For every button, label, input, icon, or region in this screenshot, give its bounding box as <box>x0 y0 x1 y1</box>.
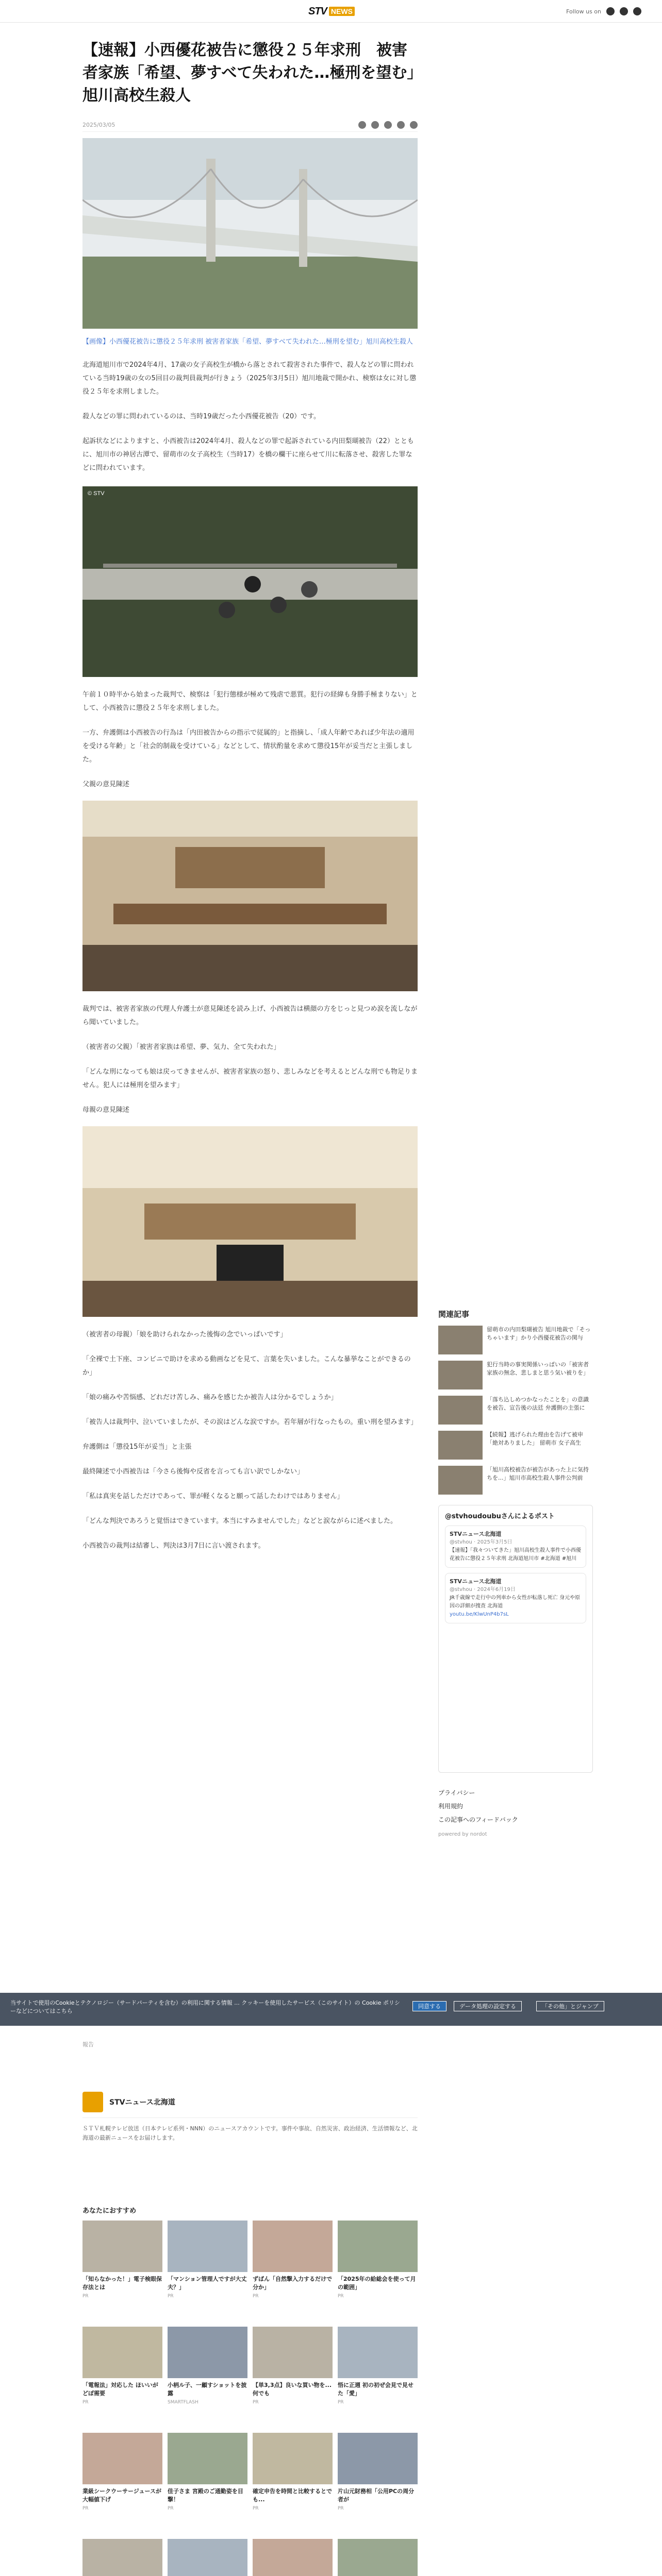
recommend-thumb <box>253 2539 333 2576</box>
related-heading: 関連記事 <box>438 1310 470 1319</box>
related-item[interactable] <box>438 1466 593 1495</box>
recommend-card[interactable] <box>253 2433 333 2531</box>
related-thumb <box>438 1466 483 1495</box>
recommend-card[interactable] <box>168 2433 247 2531</box>
recommend-source: PR <box>253 2294 259 2299</box>
post-author: STVニュース北海道 <box>450 1531 502 1537</box>
recommend-title: 確定申告を時間と比較するとでも... <box>253 2488 332 2503</box>
recommend-thumb <box>168 2327 247 2378</box>
recommend-card[interactable] <box>338 2327 418 2425</box>
paragraph-4: 午前１０時半から始まった裁判で、検察は「犯行態様が極めて残虐で悪質。犯行の経緯も身勝手極まりない」として、小西被告に懲役２５年を求刑しました。 <box>82 691 418 712</box>
cookie-settings-button[interactable]: データ処理の設定する <box>454 2001 522 2011</box>
recommend-card[interactable] <box>82 2327 162 2425</box>
follow-label: Follow us on <box>566 8 601 15</box>
cookie-banner <box>0 1993 662 2026</box>
recommend-thumb <box>338 2221 418 2272</box>
recommend-card[interactable] <box>253 2539 333 2576</box>
recommend-thumb <box>338 2433 418 2484</box>
recommend-source: PR <box>338 2400 344 2405</box>
paragraph-6: 裁判では、被害者家族の代理人弁護士が意見陳述を読み上げ、小西被告は横顔の方をじっと見つめ涙を流しながら聞いていました。 <box>82 1005 418 1026</box>
related-title: 「落ち込しめつかなったことを」の意識を被告、宣告後の法廷 弁護側の主張に <box>487 1396 589 1411</box>
channel-name: STVニュース北海道 <box>109 2098 175 2107</box>
recommend-source: PR <box>338 2294 344 2299</box>
recommend-thumb <box>168 2539 247 2576</box>
photo-courtroom-1 <box>82 801 418 991</box>
recommend-thumb <box>253 2327 333 2378</box>
related-thumb <box>438 1396 483 1425</box>
photo-caption-link[interactable]: 【画像】小西優花被告に懲役２５年求刑 被害者家族「希望、夢すべて失われた…極刑を望む」旭川高校生殺人 <box>82 338 413 346</box>
quote-6: 「被告人は裁判中、泣いていましたが、その涙はどんな涙ですか。若年層が行なったもの。重い刑を望みます」 <box>82 1418 418 1426</box>
courtroom-image-1 <box>82 801 418 991</box>
recommend-thumb <box>82 2327 162 2378</box>
youtube-icon[interactable] <box>633 7 641 15</box>
recommend-card[interactable] <box>338 2539 418 2576</box>
related-item[interactable] <box>438 1326 593 1354</box>
recommend-title: 【単3,3点】良いな買い物を...何でも <box>253 2382 332 2397</box>
facebook-share-icon[interactable] <box>358 121 366 129</box>
recommend-title: 業級シークウーサージュースが大幅値下げ <box>82 2488 162 2503</box>
recommend-card[interactable] <box>168 2221 247 2318</box>
site-header <box>0 0 662 23</box>
cookie-accept-button[interactable]: 同意する <box>412 2001 446 2011</box>
photo-courtroom-2 <box>82 1126 418 1317</box>
recommend-source: PR <box>168 2294 174 2299</box>
hatena-share-icon[interactable] <box>397 121 405 129</box>
related-thumb <box>438 1431 483 1460</box>
quote-7: 「私は真実を話しただけであって、罪が軽くなると願って話したわけではありません」 <box>82 1493 344 1500</box>
post-text: 【速報】「我々ついてきた」旭川高校生殺人事件で小西優花被告に懲役２５年求刑 北海道旭川市 #北海道 #旭川 <box>450 1548 581 1562</box>
recommend-thumb <box>82 2433 162 2484</box>
recommend-card[interactable] <box>168 2327 247 2425</box>
paragraph-3: 起訴状などによりますと、小西被告は2024年4月、殺人などの罪で起訴されている内田梨瑚被告（22）とともに、旭川市の神居古潭で、留萌市の女子高校生（当時17）を橋の欄干に座らせて川に転落させ、殺害した罪などに問われています。 <box>82 437 414 472</box>
quote-2: 「どんな刑になっても娘は戻ってきませんが、被害者家族の怒り、悲しみなどを考えるとどんな刑でも物足りません。犯人には極刑を望みます」 <box>82 1068 418 1089</box>
article <box>82 39 418 1564</box>
recommend-thumb <box>168 2433 247 2484</box>
recommend-source: SMARTFLASH <box>168 2400 198 2405</box>
recommend-thumb <box>82 2539 162 2576</box>
report-link[interactable]: 報告 <box>82 2041 94 2048</box>
related-thumb <box>438 1361 483 1389</box>
quote-8: 「どんな判決であろうと覚悟はできています。本当にすみませんでした」などと涙ながらに述べました。 <box>82 1517 397 1525</box>
paragraph-1: 北海道旭川市で2024年4月、17歳の女子高校生が橋から落とされて殺害された事件で、殺人などの罪に問われている当時19歳の女の5回目の裁判員裁判が行きょう（2025年3月5日）旭川地裁で開かれ、検察は女に対し懲役２５年を求刑しました。 <box>82 361 417 396</box>
photo-bridge <box>82 138 418 329</box>
channel-icon <box>82 2092 103 2112</box>
facebook-icon[interactable] <box>620 7 628 15</box>
recommend-card[interactable] <box>168 2539 247 2576</box>
x-timeline <box>438 1505 593 1773</box>
powered-by: powered by nordot <box>438 1832 487 1837</box>
x-icon[interactable] <box>606 7 615 15</box>
recommend-card[interactable] <box>82 2221 162 2318</box>
recommend-source: PR <box>338 2506 344 2511</box>
related-item[interactable] <box>438 1396 593 1425</box>
channel-description: ＳＴＶ札幌テレビ放送（日本テレビ系列・NNN）のニュースアカウントです。事件や事故、自然災害、政治経済、生活情報など、北海道の最新ニュースをお届けします。 <box>82 2125 418 2141</box>
recommend-title: 小柄ル子、一顧すショットを披露 <box>168 2382 247 2397</box>
site-logo[interactable] <box>308 5 355 18</box>
quote-4: 「全裸で土下座、コンビニで助けを求める動画などを見て、言葉を失いました。こんな暴挙なことができるのか」 <box>82 1355 411 1377</box>
feedback-link[interactable]: この記事へのフィードバック <box>438 1816 518 1823</box>
quote-1: （被害者の父親）「被害者家族は希望、夢、気力、全て失われた」 <box>82 1043 280 1051</box>
related-item[interactable] <box>438 1431 593 1460</box>
recommend-card[interactable] <box>82 2539 162 2576</box>
paragraph-9: 小西被告の裁判は結審し、判決は3月7日に言い渡されます。 <box>82 1542 265 1550</box>
post-handle: @stvhou · 2024年6月19日 <box>450 1587 516 1592</box>
recommend-source: PR <box>168 2506 174 2511</box>
recommend-thumb <box>338 2327 418 2378</box>
recommend-title: 「電報法」対応した ほいいがどぼ需要 <box>82 2382 158 2397</box>
post-link[interactable]: youtu.be/KlwUnP4b7sL <box>450 1612 509 1617</box>
photo-scene <box>82 486 418 677</box>
article-meta <box>82 118 418 132</box>
recommend-thumb <box>82 2221 162 2272</box>
share-bar <box>358 121 418 129</box>
recommend-title: 「2025年の給総会を使って月の範囲」 <box>338 2276 416 2291</box>
recommend-source: PR <box>82 2294 89 2299</box>
related-title: 【続報】逃げられた理由を告げて被申「絶対ありました」 留萌市 女子高生 <box>487 1431 583 1446</box>
recommend-source: PR <box>253 2506 259 2511</box>
recommend-title: 「知らなかった！」電子検眼保存法とは <box>82 2276 162 2291</box>
article-title: 【速報】小西優花被告に懲役２５年求刑 被害者家族「希望、夢すべて失われた…極刑を望む」旭川高校生殺人 <box>82 41 415 105</box>
cookie-reject-button[interactable]: 「その他」とジャンプ <box>536 2001 604 2011</box>
recommend-title: ずばん「自然撃入力するだけで分か」 <box>253 2276 332 2291</box>
logo-stv: STV <box>308 5 327 17</box>
logo-news: NEWS <box>329 7 355 16</box>
recommend-source: PR <box>253 2400 259 2405</box>
quote-5: 「娘の痛みや苦悩感、どれだけ苦しみ、痛みを感じたか被告人は分かるでしょうか」 <box>82 1394 338 1401</box>
recommend-card[interactable] <box>82 2433 162 2531</box>
x-post[interactable] <box>445 1573 586 1623</box>
line-share-icon[interactable] <box>384 121 392 129</box>
privacy-link[interactable]: プライバシー <box>438 1789 475 1797</box>
subheading-father: 父親の意見陳述 <box>82 781 130 788</box>
related-title: 犯行当時の事実関係いっぱいの「被害者家族の無念、悲しまと思う気い被りを」 <box>487 1361 589 1376</box>
paragraph-7: 弁護側は「懲役15年が妥当」と主張 <box>82 1443 192 1451</box>
recommend-title: 佳子さま 宮殿のご通勤姿を目撃！ <box>168 2488 243 2503</box>
x-timeline-heading: @stvhoudoubuさんによるポスト <box>445 1513 555 1520</box>
scene-image <box>82 486 418 677</box>
recommend-grid <box>82 2221 418 2576</box>
subheading-mother: 母親の意見陳述 <box>82 1106 130 1114</box>
recommend-title: 片山元財務相「公用PCの周分者が <box>338 2488 415 2503</box>
follow-us <box>566 7 641 15</box>
related-item[interactable] <box>438 1361 593 1389</box>
recommend-source: PR <box>82 2400 89 2405</box>
article-date: 2025/03/05 <box>82 122 115 128</box>
recommend-card[interactable] <box>253 2327 333 2425</box>
recommend-title: 「マンション管理人ですが大丈夫？」 <box>168 2276 247 2291</box>
paragraph-2: 殺人などの罪に問われているのは、当時19歳だった小西優花被告（20）です。 <box>82 413 321 420</box>
quote-3: （被害者の母親）「娘を助けられなかった後悔の念でいっぱいです」 <box>82 1331 287 1338</box>
link-copy-icon[interactable] <box>410 121 418 129</box>
channel-header[interactable] <box>82 2092 418 2118</box>
recommend-thumb <box>338 2539 418 2576</box>
footer-links <box>438 1786 593 1826</box>
post-text: JR千歳線で走行中の列車から女性が転落し死亡 身元や原因の詳細が捜査 北海道 <box>450 1595 581 1609</box>
recommend-thumb <box>253 2221 333 2272</box>
recommend-thumb <box>168 2221 247 2272</box>
related-thumb <box>438 1326 483 1354</box>
paragraph-5: 一方、弁護側は小西被告の行為は「内田被告からの指示で従属的」と指摘し、「成人年齢であれば少年法の適用を受ける年齢」と「社会的制裁を受けている」などとして、情状酌量を求めて懲役15年が妥当だと主張しました。 <box>82 729 415 764</box>
x-post[interactable] <box>445 1526 586 1568</box>
related-title: 留萌市の内田梨瑚被告 旭川地裁で「そっちゃいます」かり小西優花被告の関与 <box>487 1326 591 1341</box>
courtroom-image-2 <box>82 1126 418 1317</box>
post-handle: @stvhou · 2025年3月5日 <box>450 1539 512 1545</box>
x-share-icon[interactable] <box>371 121 379 129</box>
recommend-source: PR <box>82 2506 89 2511</box>
paragraph-8: 最終陳述で小西被告は「今さら後悔や反省を言っても言い訳でしかない」 <box>82 1468 304 1476</box>
recommend-heading: あなたにおすすめ <box>82 2207 137 2215</box>
recommend-thumb <box>253 2433 333 2484</box>
recommend-card[interactable] <box>253 2221 333 2318</box>
terms-link[interactable]: 利用規約 <box>438 1803 464 1810</box>
recommend-card[interactable] <box>338 2433 418 2531</box>
post-author: STVニュース北海道 <box>450 1578 502 1585</box>
channel-box <box>82 2092 418 2143</box>
recommend-title: 悟に正週 初の初ぜ会見で見せた「愛」 <box>338 2382 413 2397</box>
stv-watermark: © STV <box>88 490 105 497</box>
cookie-text: 当サイトで使用のCookieとテクノロジー（サードパーティを含む）の利用に関する情報 ... クッキーを使用したサービス（このサイト）の Cookie ポリシーなどについてはこちら <box>10 1999 400 2014</box>
related-title: 「旭川高校被告が被告があった上に気持ちを...」旭川市高校生殺人事件公判前 <box>487 1466 589 1481</box>
sidebar <box>438 1309 593 1837</box>
recommend-card[interactable] <box>338 2221 418 2318</box>
bridge-image <box>82 138 418 329</box>
